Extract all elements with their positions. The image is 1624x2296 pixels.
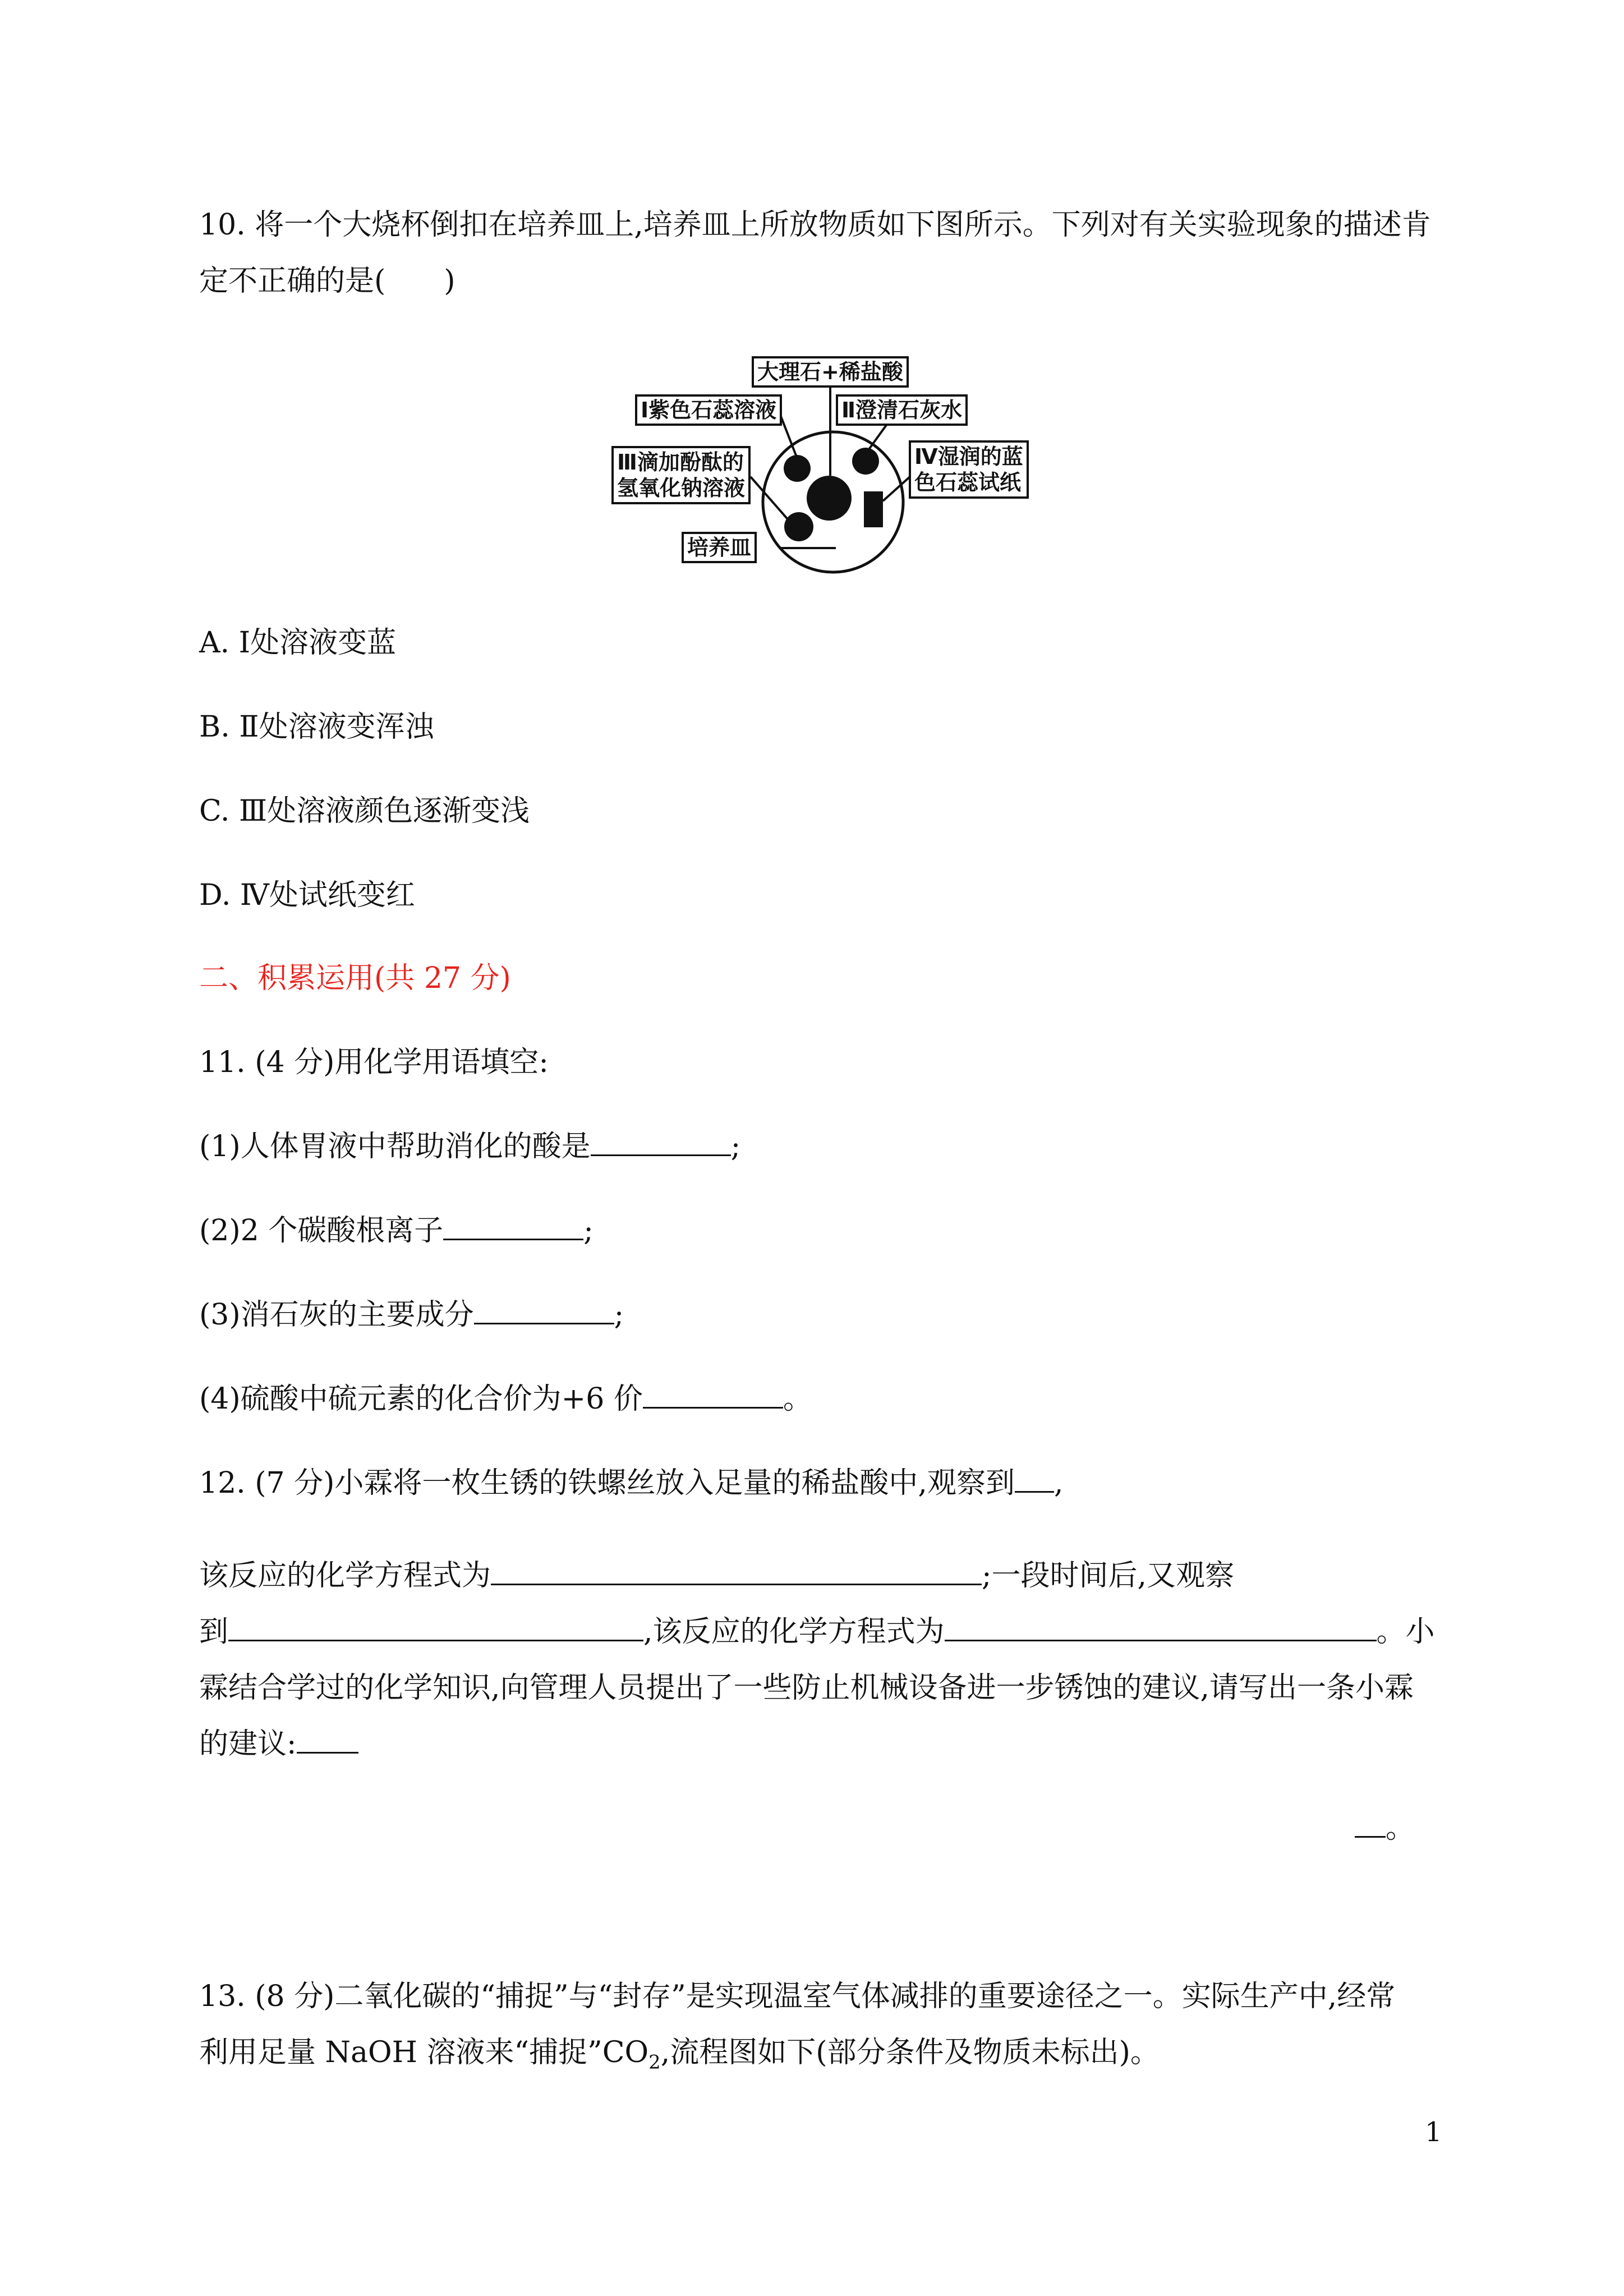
- dot-1: [784, 455, 811, 482]
- q12-line4: 霖结合学过的化学知识,向管理人员提出了一些防止机械设备进一步锈蚀的建议,请写出一条小霖: [199, 1671, 1414, 1705]
- section-title: 二、积累运用(共 27 分): [199, 961, 511, 995]
- q11-part4: (4)硫酸中硫元素的化合价为+6 价 。: [199, 1382, 812, 1416]
- option-a: A. Ⅰ处溶液变蓝: [199, 626, 397, 660]
- q11-part1: (1)人体胃液中帮助消化的酸是 ;: [199, 1130, 741, 1163]
- q13-line2: 利用足量 NaOH 溶液来“捕捉$”CO_2$,流程图如下(部分条件及物质未标出)。: [199, 2036, 1160, 2074]
- q12-line6: 。: [1355, 1814, 1415, 1843]
- label-phenolphthalein-naoh: Ⅲ滴加酚酞的 氢氧化钠溶液: [611, 446, 751, 504]
- answer-blank[interactable]: [945, 1617, 1377, 1641]
- center-dot: [807, 476, 852, 521]
- q11-part2: (2)2 个碳酸根离子 ;: [199, 1214, 594, 1248]
- option-c: C. Ⅲ处溶液颜色逐渐变浅: [199, 794, 530, 828]
- petri-dish-diagram: [611, 351, 1043, 575]
- answer-blank[interactable]: [474, 1300, 614, 1324]
- q12-line1: 12. (7 分)小霖将一枚生锈的铁螺丝放入足量的稀盐酸中,观察到 ,: [199, 1466, 1064, 1500]
- answer-blank[interactable]: [228, 1617, 643, 1641]
- answer-blank[interactable]: [1015, 1469, 1054, 1493]
- q12-line3: 到 ,该反应的化学方程式为 。小: [199, 1615, 1435, 1649]
- label-marble-acid: 大理石+稀盐酸: [752, 356, 909, 388]
- q12-line5: 的建议:: [199, 1729, 358, 1759]
- q11-part3: (3)消石灰的主要成分 ;: [199, 1298, 624, 1332]
- label-petri-dish: 培养皿: [682, 532, 757, 563]
- q12-line2: 该反应的化学方程式为 ;一段时间后,又观察: [199, 1559, 1235, 1593]
- label-limewater: Ⅱ澄清石灰水: [836, 394, 968, 426]
- q10-stem-line1: 10. 将一个大烧杯倒扣在培养皿上,培养皿上所放物质如下图所示。下列对有关实验现象的描述肯: [199, 208, 1431, 242]
- page-number: 1: [1425, 2116, 1442, 2148]
- q10-stem-line2: 定不正确的是( ): [199, 264, 456, 298]
- answer-blank[interactable]: [1355, 1814, 1386, 1838]
- q13-line1: 13. (8 分)二氧化碳的“捕捉”与“封存”是实现温室气体减排的重要途径之一。实际生产中,经常: [199, 1980, 1396, 2013]
- answer-blank[interactable]: [443, 1216, 583, 1240]
- label-litmus-solution: Ⅰ紫色石蕊溶液: [635, 394, 782, 426]
- answer-blank[interactable]: [643, 1384, 783, 1409]
- dot-3: [784, 512, 813, 541]
- answer-blank[interactable]: [591, 1132, 731, 1156]
- q11-stem: 11. (4 分)用化学用语填空:: [199, 1046, 549, 1079]
- answer-blank[interactable]: [491, 1561, 982, 1585]
- label-blue-litmus-paper: Ⅳ湿润的蓝 色石蕊试纸: [909, 440, 1029, 499]
- option-d: D. Ⅳ处试纸变红: [199, 878, 415, 912]
- dot-2: [852, 448, 879, 475]
- answer-blank[interactable]: [297, 1729, 358, 1754]
- option-b: B. Ⅱ处溶液变浑浊: [199, 710, 434, 744]
- rect-4: [864, 491, 883, 527]
